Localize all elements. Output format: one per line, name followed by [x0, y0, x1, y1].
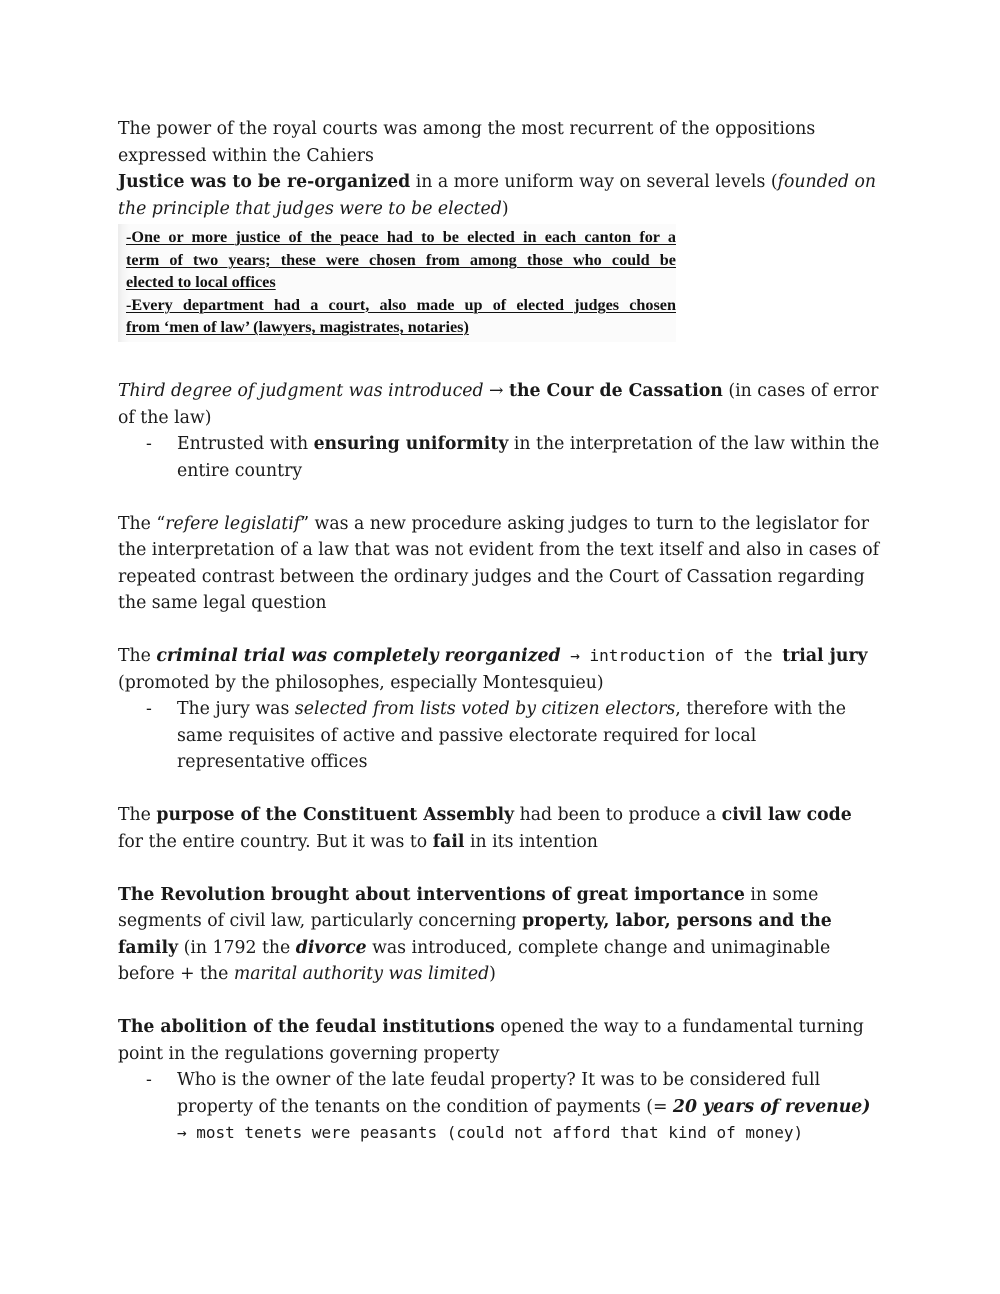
bold-text: The Revolution brought about interventions of great importance — [118, 884, 745, 905]
paragraph-royal-courts — [118, 116, 880, 169]
bullet-list — [118, 1067, 880, 1147]
bullet-list — [118, 431, 880, 484]
clipping-line: elected to local offices — [126, 273, 276, 291]
spacer — [118, 617, 880, 644]
paragraph-feudal-abolition — [118, 1014, 880, 1067]
monospace-text: → most tenets were peasants (could not afford that kind of money) — [177, 1123, 804, 1142]
spacer — [118, 776, 880, 803]
italic-text: marital authority was limited — [233, 964, 490, 984]
clipping-line: from ‘men of law’ (lawyers, magistrates, notaries) — [126, 318, 469, 336]
bold-text: the Cour de Cassation — [509, 381, 723, 401]
paragraph-text: The power of the royal courts was among the most recurrent of the oppositions expressed within the Cahiers — [118, 119, 816, 166]
paragraph-refere-legislatif — [118, 511, 880, 617]
list-item-text: in the interpretation of the law within the entire country — [177, 434, 880, 481]
bold-text: The abolition of the feudal institutions — [118, 1017, 495, 1037]
spacer — [118, 352, 880, 379]
paragraph-text: for the entire country. But it was to — [118, 831, 433, 852]
bold-italic-text: 20 years of revenue) — [672, 1096, 871, 1117]
paragraph-text: The — [118, 805, 157, 825]
bold-text: trial jury — [782, 646, 868, 666]
arrow: → — [483, 381, 509, 401]
bold-text: purpose of the Constituent Assembly — [156, 805, 515, 825]
paragraph-text: (in 1792 the — [178, 937, 296, 958]
clipping-line: -Every department had a court, also made up of elected judges chosen — [126, 295, 676, 314]
paragraph-constituent-assembly — [118, 802, 880, 855]
document-page — [118, 116, 880, 1147]
clipping-line: term of two years; these were chosen from among those who could be — [126, 250, 676, 269]
bold-italic-text: divorce — [295, 937, 367, 958]
list-item-text: Who is the owner of the late feudal property? It was to be considered full property of the tenants on the condition of payments (= — [177, 1070, 821, 1117]
italic-text: Third degree of judgment was introduced — [118, 381, 484, 401]
bold-text: property, labor, persons and the family — [118, 911, 832, 958]
paragraph-text: The “ — [118, 513, 166, 534]
list-item — [177, 696, 880, 776]
pasted-text-clipping — [118, 224, 676, 342]
paragraph-text: (in cases of error of the law) — [118, 381, 879, 428]
paragraph-text: was introduced, complete change and unimaginable before + the — [118, 937, 831, 984]
spacer — [118, 484, 880, 511]
paragraph-text: ) — [489, 964, 496, 984]
paragraph-text: had been to produce a — [514, 805, 722, 825]
bold-text: fail — [432, 831, 465, 852]
list-item — [177, 431, 880, 484]
spacer — [118, 855, 880, 882]
paragraph-text: ) — [501, 198, 509, 219]
paragraph-revolution-civil-law — [118, 882, 880, 988]
paragraph-text: in its intention — [464, 831, 598, 852]
bold-text: ensuring uniformity — [313, 434, 509, 454]
spacer — [118, 988, 880, 1015]
paragraph-third-degree — [118, 378, 880, 431]
paragraph-text: in a more uniform way on several levels ( — [410, 172, 778, 192]
bold-text: civil law code — [721, 805, 852, 825]
paragraph-criminal-trial — [118, 643, 880, 696]
paragraph-justice-reorganized — [118, 169, 880, 222]
paragraph-text: opened the way to a fundamental turning point in the regulations governing property — [118, 1017, 864, 1064]
list-item — [177, 1067, 880, 1147]
bullet-list — [118, 696, 880, 776]
bold-italic-text: criminal trial was completely reorganized — [156, 646, 561, 666]
italic-text: refere legislatif — [165, 513, 301, 534]
paragraph-text: (promoted by the philosophes, especially Montesquieu) — [118, 672, 604, 693]
italic-text: selected from lists voted by citizen electors — [294, 699, 676, 719]
list-item-text: The jury was — [177, 699, 295, 719]
paragraph-text: The — [118, 646, 157, 666]
bold-text: Justice was to be re-organized — [118, 172, 411, 192]
paragraph-text: ” was a new procedure asking judges to turn to the legislator for the interpretation of a law that was not evident from the text itself and also in cases of repeated contrast between the ordinary judges and the Court of Cassation regarding the same legal question — [118, 513, 880, 613]
italic-text: founded on the principle that judges were to be elected — [118, 172, 877, 219]
paragraph-text: in some segments of civil law, particularly concerning — [118, 884, 819, 931]
list-item-text: Entrusted with — [177, 434, 314, 454]
list-item-text: , therefore with the same requisites of active and passive electorate required for local representative offices — [177, 699, 847, 772]
clipping-line: -One or more justice of the peace had to be elected in each canton for a — [126, 228, 676, 246]
monospace-text: → introduction of the — [560, 646, 783, 665]
